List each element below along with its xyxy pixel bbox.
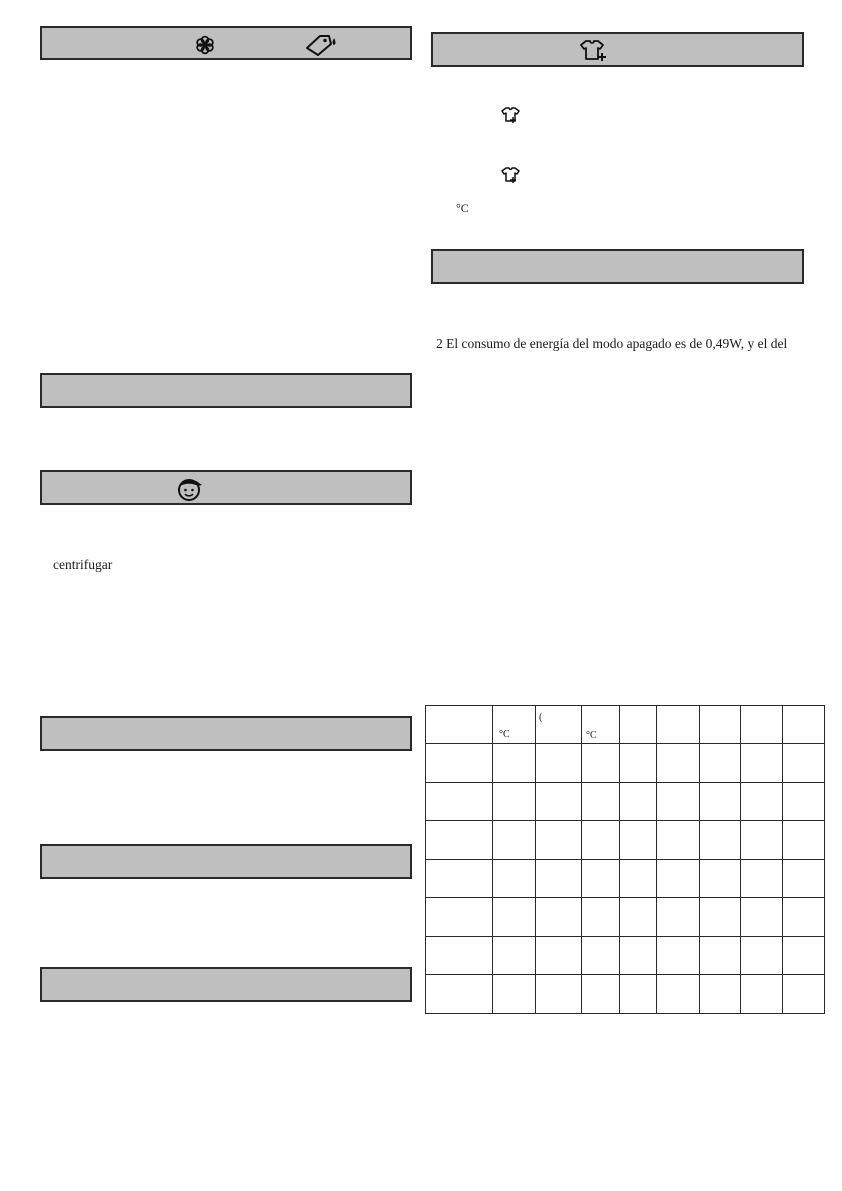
table-cell (657, 744, 700, 783)
table-cell (426, 744, 493, 783)
table-cell (657, 706, 700, 744)
table-cell (493, 898, 536, 937)
table-cell (582, 859, 620, 898)
temperature-unit: °C (456, 201, 469, 215)
table-cell (657, 898, 700, 937)
table-cell (536, 859, 582, 898)
table-cell (620, 782, 657, 821)
table-cell (536, 782, 582, 821)
table-cell (493, 975, 536, 1014)
table-cell (700, 859, 741, 898)
table-cell (536, 975, 582, 1014)
table-row (426, 744, 825, 783)
table-cell (700, 975, 741, 1014)
table-cell (426, 936, 493, 975)
table-cell (620, 975, 657, 1014)
table-cell (783, 821, 825, 860)
table-cell (620, 936, 657, 975)
table-cell (700, 706, 741, 744)
table-cell (741, 821, 783, 860)
table-cell (783, 898, 825, 937)
table-cell (657, 782, 700, 821)
table-cell (582, 782, 620, 821)
table-row (426, 975, 825, 1014)
energy-note: 2 El consumo de energía del modo apagado es de 0,49W, y el del (436, 336, 788, 351)
section-bar-energy (431, 249, 804, 284)
table-cell (493, 859, 536, 898)
table-row (426, 821, 825, 860)
shirt-plus-icon (500, 106, 522, 124)
table-cell (536, 898, 582, 937)
table-cell (582, 898, 620, 937)
section-bar-2 (40, 373, 412, 408)
section-bar-4 (40, 716, 412, 751)
unit-celsius: °C (586, 730, 597, 741)
table-cell (700, 898, 741, 937)
table-cell (493, 744, 536, 783)
table-cell (582, 936, 620, 975)
table-cell (426, 975, 493, 1014)
stain-tag-icon (304, 33, 338, 57)
table-cell (426, 782, 493, 821)
table-cell (620, 744, 657, 783)
table-header-row (426, 706, 825, 744)
table-cell (536, 706, 582, 744)
table-cell (536, 936, 582, 975)
table-cell (657, 975, 700, 1014)
table-cell (426, 706, 493, 744)
spin-label: centrifugar (53, 557, 113, 572)
table-cell (582, 821, 620, 860)
table-cell (426, 821, 493, 860)
table-cell (493, 821, 536, 860)
table-cell (582, 706, 620, 744)
table-cell (536, 821, 582, 860)
table-cell (741, 782, 783, 821)
table-cell (700, 782, 741, 821)
section-bar-freeze-drip (40, 26, 412, 60)
table-cell (620, 859, 657, 898)
paren-mark: ( (539, 712, 543, 723)
table-cell (741, 744, 783, 783)
section-bar-5 (40, 844, 412, 879)
section-bar-shirt-plus (431, 32, 804, 67)
table-cell (620, 821, 657, 860)
child-face-icon (176, 476, 204, 502)
table-row (426, 782, 825, 821)
table-cell (657, 936, 700, 975)
table-cell (783, 975, 825, 1014)
table-row (426, 859, 825, 898)
table-cell (741, 706, 783, 744)
table-cell (493, 782, 536, 821)
table-cell (493, 706, 536, 744)
table-cell (620, 706, 657, 744)
shirt-plus-icon (500, 166, 522, 184)
table-cell (741, 898, 783, 937)
table-cell (700, 821, 741, 860)
table-cell (783, 782, 825, 821)
table-cell (700, 936, 741, 975)
table-cell (657, 821, 700, 860)
table-cell (582, 975, 620, 1014)
table-cell (493, 936, 536, 975)
table-cell (741, 936, 783, 975)
spec-table (425, 705, 825, 1014)
table-cell (741, 859, 783, 898)
table-cell (783, 859, 825, 898)
section-bar-6 (40, 967, 412, 1002)
table-cell (700, 744, 741, 783)
table-row (426, 936, 825, 975)
table-row (426, 898, 825, 937)
table-cell (657, 859, 700, 898)
snowflake-icon (194, 34, 216, 56)
table-cell (783, 706, 825, 744)
table-cell (426, 898, 493, 937)
table-cell (536, 744, 582, 783)
section-bar-child (40, 470, 412, 505)
shirt-plus-icon (578, 39, 608, 63)
table-cell (783, 936, 825, 975)
table-cell (582, 744, 620, 783)
unit-celsius: °C (499, 729, 510, 740)
table-cell (620, 898, 657, 937)
table-cell (426, 859, 493, 898)
table-cell (783, 744, 825, 783)
table-cell (741, 975, 783, 1014)
